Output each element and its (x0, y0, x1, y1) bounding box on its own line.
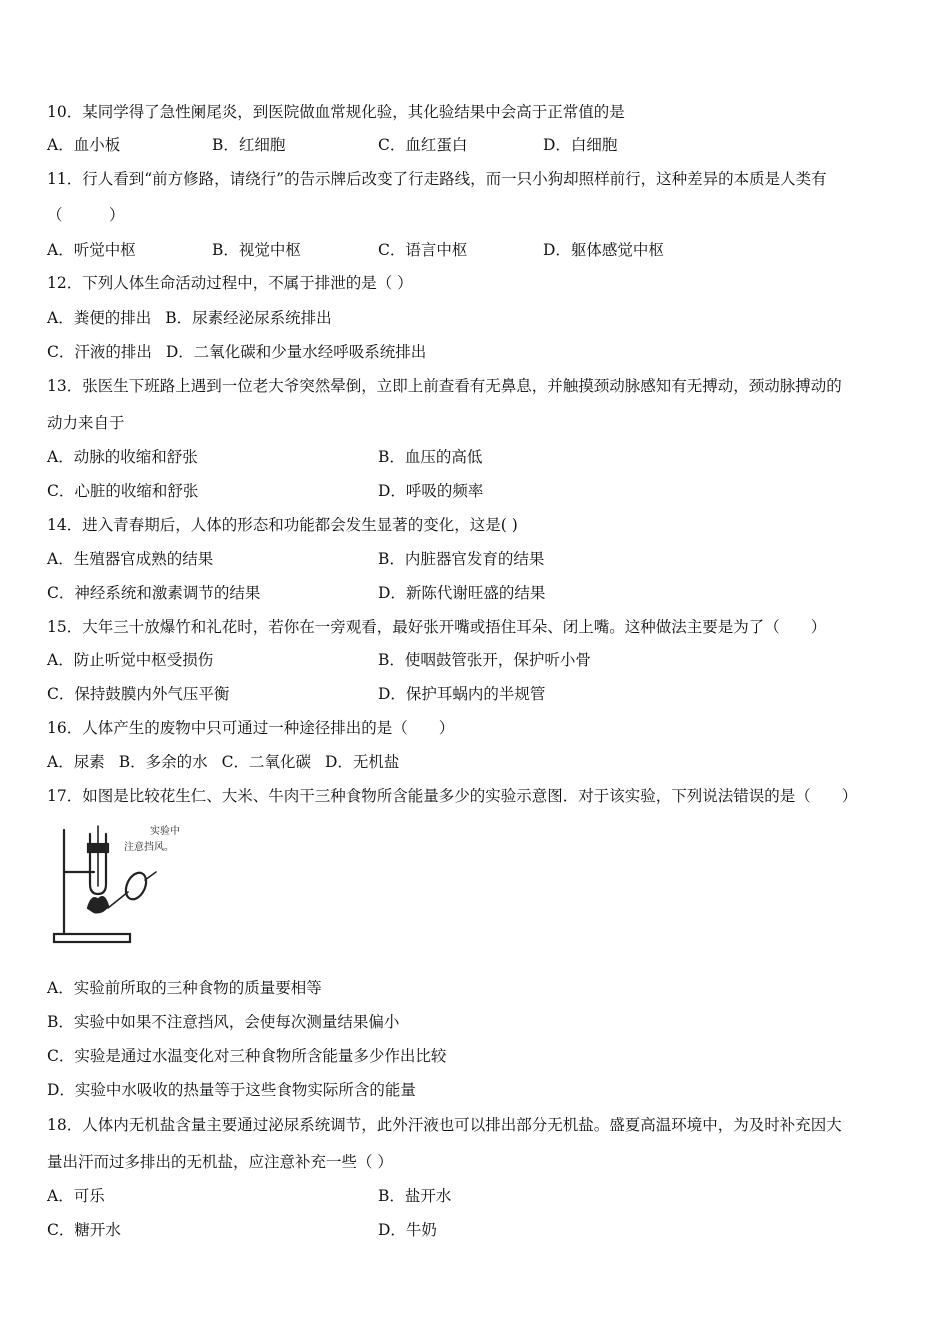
tube-stopper (88, 844, 108, 852)
q17-option-b[interactable]: B．实验中如果不注意挡风，会使每次测量结果偏小 (47, 1013, 400, 1031)
q10-option-a[interactable]: A．血小板 (47, 136, 121, 154)
q11-option-d[interactable]: D．躯体感觉中枢 (543, 241, 664, 259)
q16-option-d[interactable]: D．无机盐 (324, 753, 400, 771)
q13-option-c[interactable]: C．心脏的收缩和舒张 (47, 482, 199, 500)
question-18-stem-cont: 量出汗而过多排出的无机盐，应注意补充一些（ ） (47, 1153, 393, 1171)
stand-base (54, 934, 130, 942)
q12-options-row-2 (47, 342, 440, 362)
q16-options-row (47, 752, 413, 772)
q16-option-a[interactable]: A．尿素 (47, 753, 105, 771)
q17-option-c[interactable]: C．实验是通过水温变化对三种食物所含能量多少作出比较 (47, 1047, 447, 1065)
q11-option-b[interactable]: B．视觉中枢 (212, 241, 301, 259)
q15-option-a[interactable]: A．防止听觉中枢受损伤 (47, 651, 214, 669)
needle-holder (108, 892, 128, 908)
q10-option-c[interactable]: C．血红蛋白 (378, 136, 468, 154)
q11-option-c[interactable]: C．语言中枢 (378, 241, 468, 259)
q12-option-b[interactable]: B．尿素经泌尿系统排出 (165, 309, 332, 327)
wind-shield-disc (122, 870, 150, 903)
question-17-stem: 17．如图是比较花生仁、大米、牛肉干三种食物所含能量多少的实验示意图．对于该实验，下列说法错误的是（ ） (47, 787, 858, 805)
question-13-stem-cont: 动力来自于 (47, 414, 125, 432)
q10-option-d[interactable]: D．白细胞 (543, 136, 618, 154)
question-10-stem: 10．某同学得了急性阑尾炎，到医院做血常规化验，其化验结果中会高于正常值的是 (47, 103, 625, 121)
q18-option-c[interactable]: C．糖开水 (47, 1221, 121, 1239)
q15-option-b[interactable]: B．使咽鼓管张开，保护听小骨 (378, 651, 591, 669)
q17-option-a[interactable]: A．实验前所取的三种食物的质量要相等 (47, 979, 322, 997)
burning-food (88, 897, 108, 912)
q16-option-c[interactable]: C．二氧化碳 (221, 753, 311, 771)
figure-label-2: 注意挡风。 (124, 842, 174, 853)
q16-option-b[interactable]: B．多余的水 (118, 753, 208, 771)
question-12-stem: 12．下列人体生命活动过程中，不属于排泄的是（ ） (47, 274, 413, 292)
q14-option-a[interactable]: A．生殖器官成熟的结果 (47, 550, 214, 568)
q12-option-d[interactable]: D．二氧化碳和少量水经呼吸系统排出 (165, 343, 427, 361)
q15-option-d[interactable]: D．保护耳蜗内的半规管 (378, 685, 546, 703)
figure-label-1: 实验中 (150, 826, 180, 837)
q14-option-b[interactable]: B．内脏器官发育的结果 (378, 550, 545, 568)
question-13-stem: 13．张医生下班路上遇到一位老大爷突然晕倒，立即上前查看有无鼻息，并触摸颈动脉感知有无搏动，颈动脉搏动的 (47, 377, 842, 395)
q12-options-row-1 (47, 308, 346, 328)
question-15-stem: 15．大年三十放爆竹和礼花时，若你在一旁观看，最好张开嘴或捂住耳朵、闭上嘴。这种做法主要是为了（ ） (47, 618, 827, 636)
q15-option-c[interactable]: C．保持鼓膜内外气压平衡 (47, 685, 230, 703)
question-16-stem: 16．人体产生的废物中只可通过一种途径排出的是（ ） (47, 719, 455, 737)
question-14-stem: 14．进入青春期后，人体的形态和功能都会发生显著的变化，这是( ) (47, 516, 518, 534)
q18-option-a[interactable]: A．可乐 (47, 1187, 105, 1205)
question-11-stem-cont: （ ） (47, 206, 125, 224)
question-11-stem: 11．行人看到“前方修路，请绕行”的告示牌后改变了行走路线，而一只小狗却照样前行，这种差异的本质是人类有 (47, 170, 827, 188)
q13-option-a[interactable]: A．动脉的收缩和舒张 (47, 448, 198, 466)
q13-option-d[interactable]: D．呼吸的频率 (378, 482, 484, 500)
q11-option-a[interactable]: A．听觉中枢 (47, 241, 136, 259)
q12-option-c[interactable]: C．汗液的排出 (47, 343, 152, 361)
q12-option-a[interactable]: A．粪便的排出 (47, 309, 152, 327)
food-energy-experiment-figure (50, 822, 190, 950)
q10-option-b[interactable]: B．红细胞 (212, 136, 286, 154)
q13-option-b[interactable]: B．血压的高低 (378, 448, 483, 466)
q18-option-d[interactable]: D．牛奶 (378, 1221, 437, 1239)
q17-option-d[interactable]: D．实验中水吸收的热量等于这些食物实际所含的能量 (47, 1081, 416, 1099)
q14-option-d[interactable]: D．新陈代谢旺盛的结果 (378, 584, 546, 602)
q18-option-b[interactable]: B．盐开水 (378, 1187, 452, 1205)
question-18-stem: 18．人体内无机盐含量主要通过泌尿系统调节，此外汗液也可以排出部分无机盐。盛夏高温环境中，为及时补充因大 (47, 1116, 842, 1134)
q14-option-c[interactable]: C．神经系统和激素调节的结果 (47, 584, 261, 602)
